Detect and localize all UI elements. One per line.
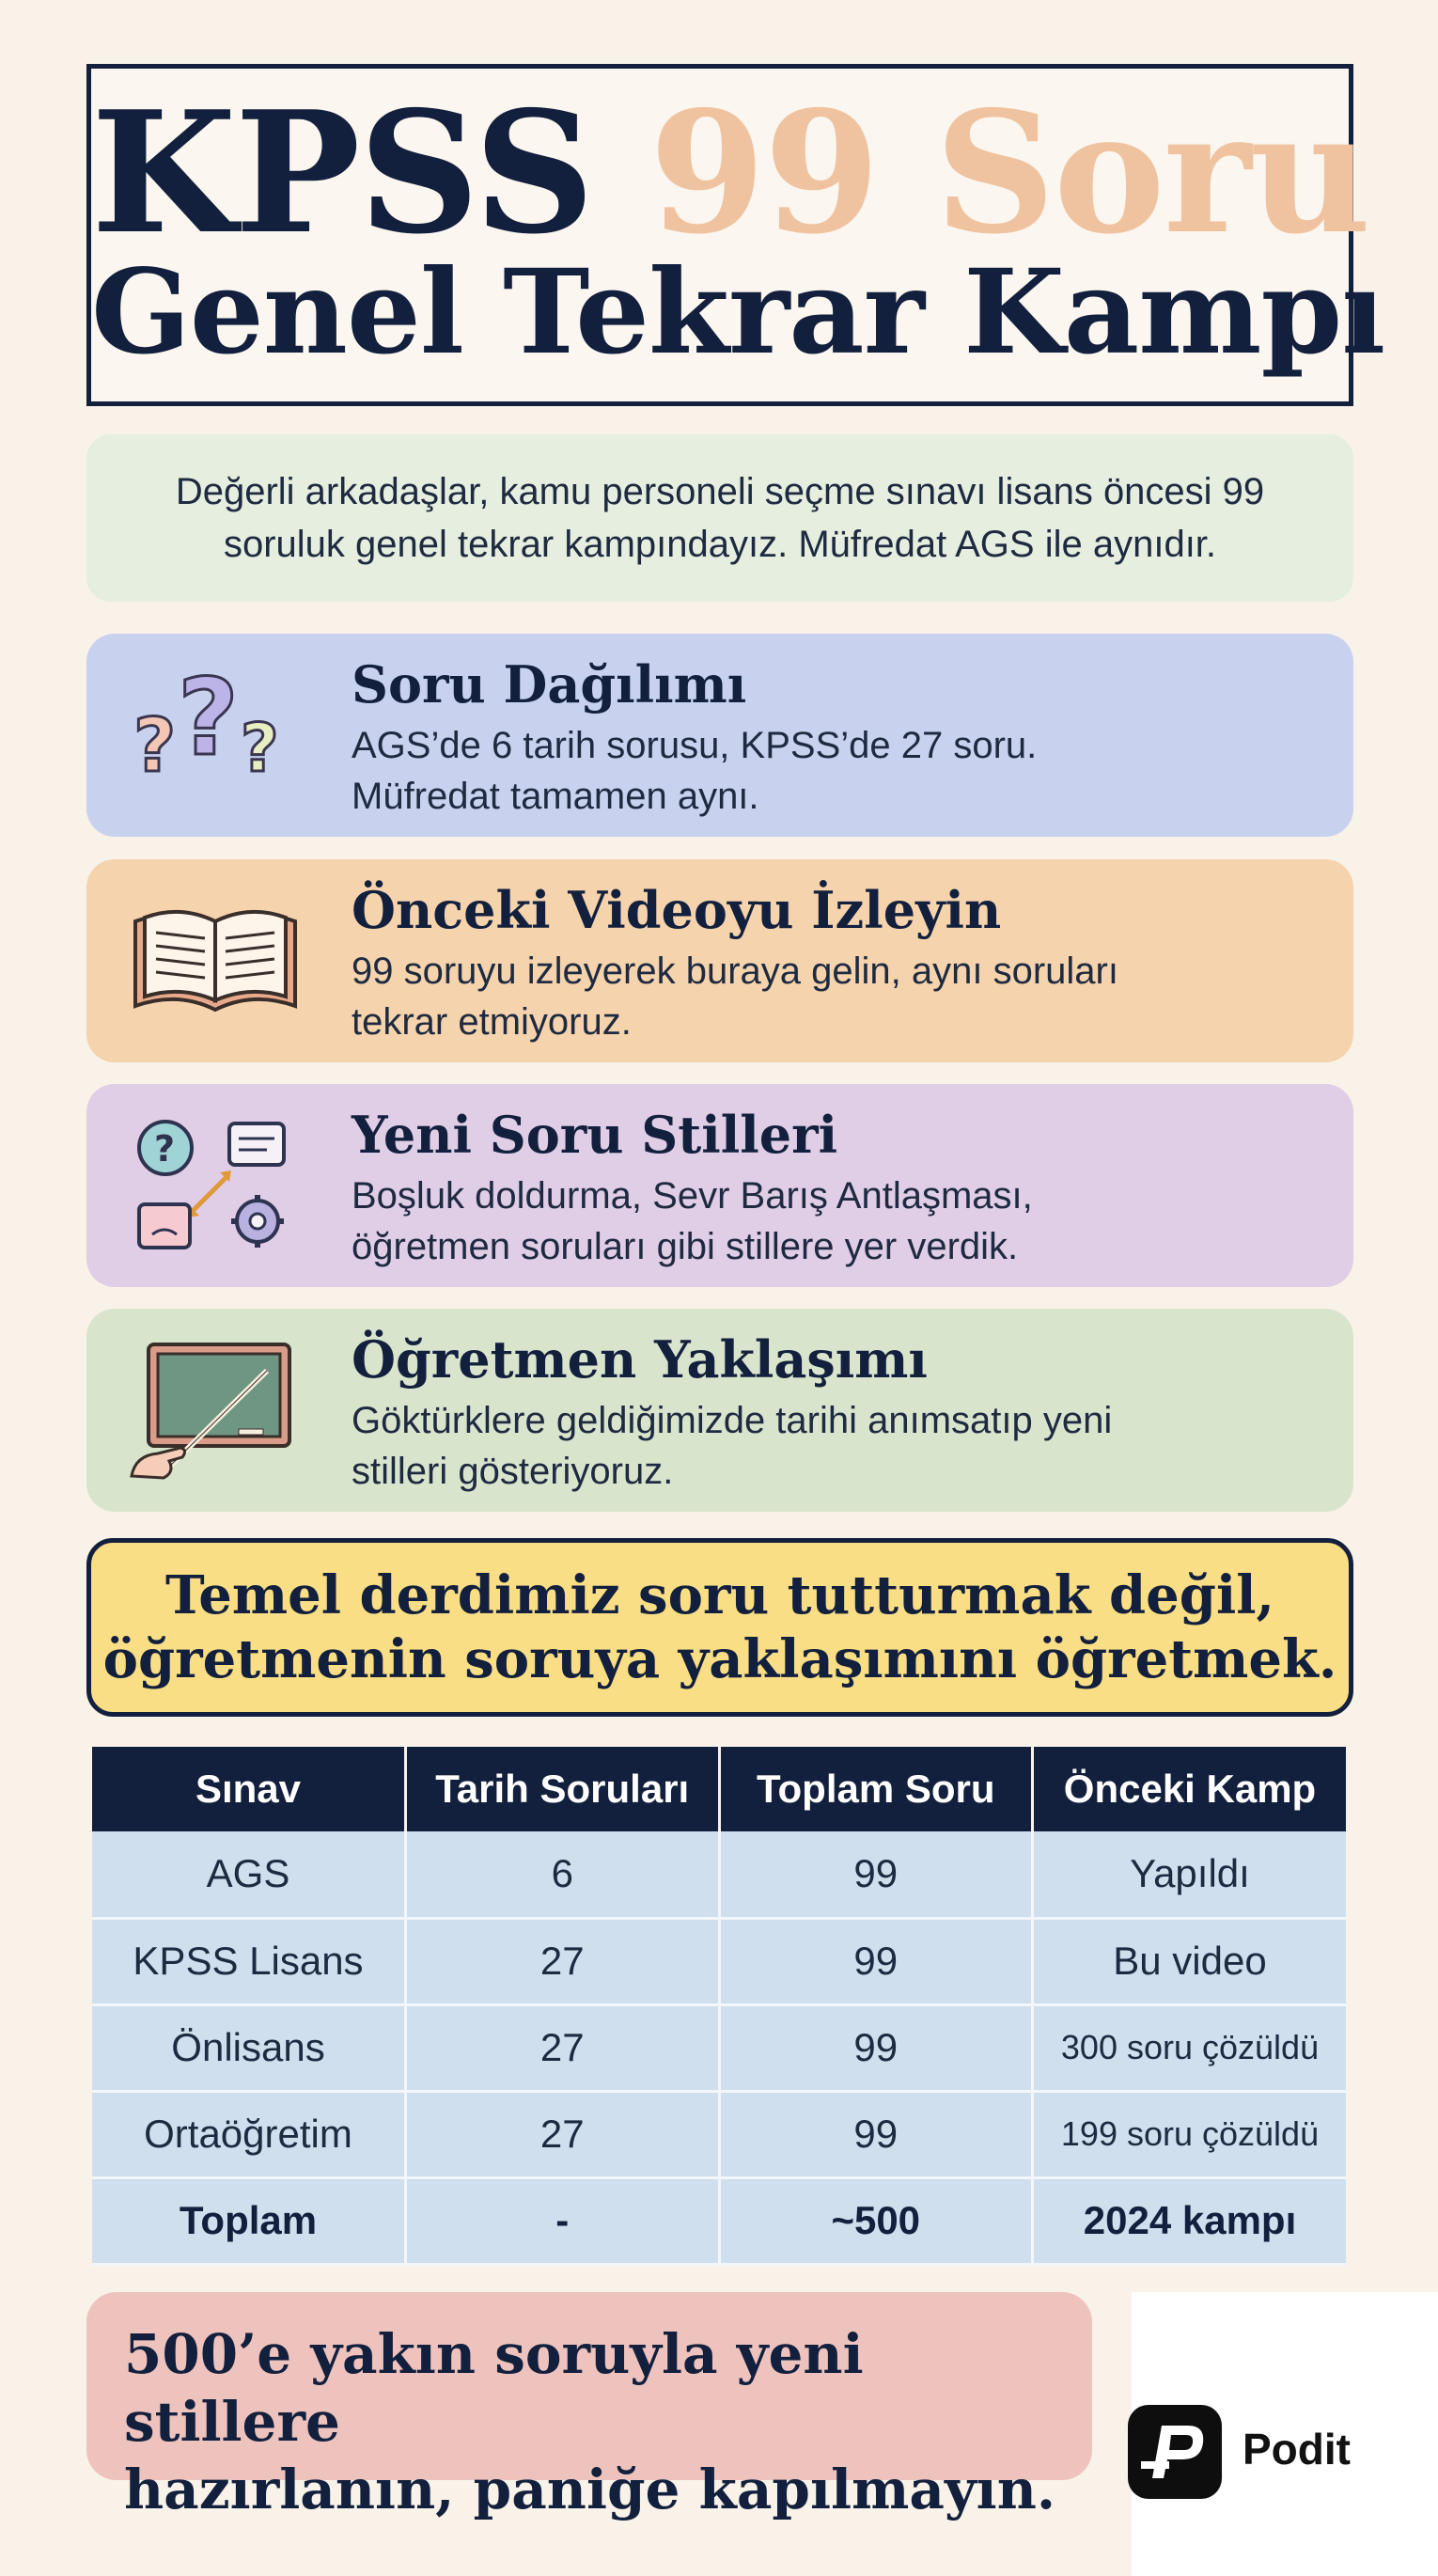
card-description [352, 1170, 1329, 1272]
header-previous-camp: Önceki Kamp [1033, 1747, 1347, 1831]
exam-table [92, 1747, 1346, 2266]
total-cell: 2024 kampı [1033, 2177, 1347, 2264]
brand-name: Podit [1243, 2425, 1351, 2474]
footer-line: hazırlanın, paniğe kapılmayın. [124, 2458, 1056, 2521]
total-cell: - [406, 2177, 720, 2264]
table-cell: 199 soru çözüldü [1033, 2091, 1347, 2177]
title-kpss: KPSS [91, 74, 593, 271]
table-cell: 99 [719, 1918, 1033, 2004]
table-cell: Önlisans [92, 2004, 406, 2091]
question-styles-icon [126, 1110, 305, 1261]
table-row [92, 1918, 1346, 2004]
table-cell: Bu video [1033, 1918, 1347, 2004]
table-cell: 27 [406, 2091, 720, 2177]
card-teacher-approach [86, 1309, 1353, 1512]
table-row [92, 2004, 1346, 2091]
title-line-2: Genel Tekrar Kampı [91, 244, 1385, 381]
table-cell: 99 [719, 2004, 1033, 2091]
svg-text:?: ? [154, 1128, 176, 1170]
header-total-questions: Toplam Soru [719, 1747, 1033, 1831]
header-exam: Sınav [92, 1747, 406, 1831]
highlight-line: öğretmenin soruya yaklaşımını öğretmek. [102, 1628, 1337, 1690]
table-cell: AGS [92, 1831, 406, 1918]
card-question-distribution [86, 634, 1353, 837]
card-desc-line: stilleri gösteriyoruz. [352, 1451, 674, 1492]
card-title: Öğretmen Yaklaşımı [352, 1329, 928, 1390]
chalkboard-icon [126, 1335, 305, 1485]
highlight-line: Temel derdimiz soru tutturmak değil, [164, 1564, 1275, 1626]
card-title: Önceki Videoyu İzleyin [352, 880, 1002, 940]
total-cell: ~500 [719, 2177, 1033, 2264]
svg-text:?: ? [178, 660, 239, 779]
title-box [86, 64, 1385, 406]
card-previous-video [86, 859, 1353, 1062]
highlight-quote [86, 1538, 1353, 1717]
card-description [352, 1395, 1329, 1497]
card-desc-line: Müfredat tamamen aynı. [352, 776, 759, 817]
svg-text:?: ? [241, 710, 279, 787]
card-desc-line: AGS’de 6 tarih sorusu, KPSS’de 27 soru. [352, 725, 1038, 766]
table-cell: 27 [406, 2004, 720, 2091]
table-total-row [92, 2177, 1346, 2264]
table-cell: 99 [719, 1831, 1033, 1918]
table-cell: 27 [406, 1918, 720, 2004]
header-history-questions: Tarih Soruları [406, 1747, 720, 1831]
card-title: Yeni Soru Stilleri [352, 1105, 838, 1165]
table-row [92, 2091, 1346, 2177]
svg-text:?: ? [133, 704, 177, 789]
table-header-row [92, 1747, 1346, 1831]
card-title: Soru Dağılımı [352, 654, 747, 715]
question-marks-icon [126, 660, 305, 810]
table-cell: 300 soru çözüldü [1033, 2004, 1347, 2091]
card-desc-line: Boşluk doldurma, Sevr Barış Antlaşması, [352, 1175, 1033, 1217]
card-desc-line: Göktürklere geldiğimizde tarihi anımsatıp yeni [352, 1400, 1113, 1441]
title-line-1 [91, 74, 1369, 271]
table-cell: Yapıldı [1033, 1831, 1347, 1918]
table-cell: KPSS Lisans [92, 1918, 406, 2004]
card-desc-line: öğretmen soruları gibi stillere yer verdik. [352, 1226, 1019, 1267]
table-cell: Ortaöğretim [92, 2091, 406, 2177]
total-cell: Toplam [92, 2177, 406, 2264]
card-description [352, 946, 1329, 1047]
card-desc-line: tekrar etmiyoruz. [352, 1001, 632, 1043]
card-description [352, 720, 1329, 822]
intro-text: Değerli arkadaşlar, kamu personeli seçme sınavı lisans öncesi 99 soruluk genel tekrar kampındayız. Müfredat AGS ile aynıdır. [86, 434, 1353, 602]
table-cell: 99 [719, 2091, 1033, 2177]
footer-note [86, 2292, 1092, 2521]
card-new-question-styles [86, 1084, 1353, 1287]
title-99-soru: 99 Soru [649, 74, 1369, 271]
card-desc-line: 99 soruyu izleyerek buraya gelin, aynı soruları [352, 950, 1118, 992]
open-book-icon [126, 886, 305, 1036]
table-row [92, 1831, 1346, 1918]
table-cell: 6 [406, 1831, 720, 1918]
footer-line: 500’e yakın soruyla yeni stillere [124, 2322, 864, 2454]
podit-logo-icon [1128, 2405, 1222, 2499]
